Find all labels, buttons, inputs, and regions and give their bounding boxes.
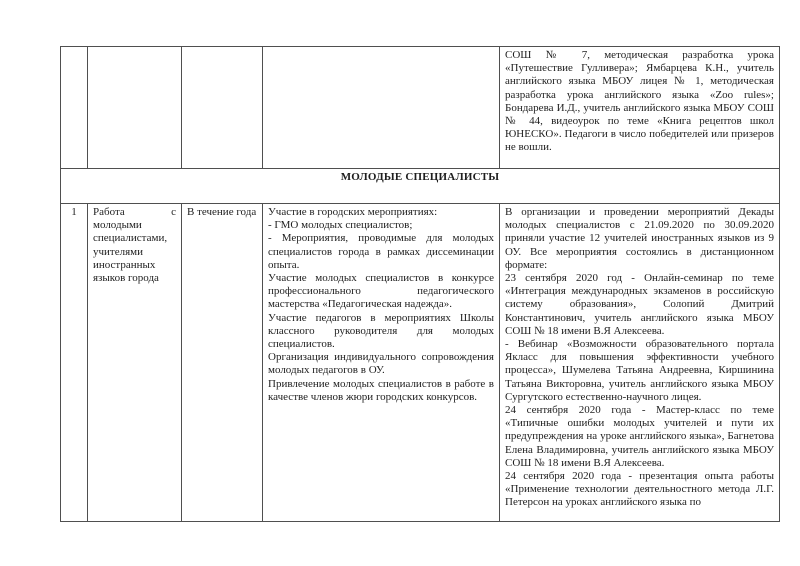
empty-number-cell — [61, 47, 88, 169]
paragraph: 23 сентября 2020 год - Онлайн-семинар по теме «Интеграция международных экзаменов в российскую систему образования», Солопий Дмитрий Константинович, учитель английского языка МБОУ СОШ № 18 имени В.Я Алексеева. — [505, 272, 774, 337]
paragraph: 24 сентября 2020 года - презентация опыта работы «Применение технологии деятельностного метода Л.Г. Петерсон на уроках английского языка по — [505, 470, 774, 509]
paragraph: - ГМО молодых специалистов; — [268, 219, 413, 232]
paragraph: - Вебинар «Возможности образовательного портала Якласс для повышения эффективности учебного процесса», Шумелева Татьяна Андреевна, Киршинина Татьяна Викторовна, учитель английского языка МБОУ Сургутского естественно-научного лицея. — [505, 338, 774, 403]
table-row — [61, 204, 780, 522]
paragraph: СОШ № 7, методическая разработка урока «Путешествие Гулливера»; Ямбарцева К.Н., учитель английского языка МБОУ лицея № 1, методическая разработка урока английского языка «Zoo rules»; Бондарева И.Д., учитель английского языка МБОУ СОШ № 44, видеоурок по теме «Книга рецептов школ ЮНЕСКО». Педагоги в число победителей или призеров не вошли. — [505, 49, 774, 154]
work-plan-table — [60, 46, 780, 522]
continuation-row — [61, 47, 780, 169]
paragraph: 24 сентября 2020 года - Мастер-класс по теме «Типичные ошибки молодых учителей и пути их предупреждения на уроке английского языка», Багнетова Елена Владимировна, учитель английского языка МБОУ СОШ № 18 имени В.Я Алексеева. — [505, 404, 774, 469]
paragraph: В организации и проведении мероприятий Декады молодых специалистов с 21.09.2020 по 30.09.2020 приняли участие 12 учителей иностранных языков из 9 ОУ. Все мероприятия состоялись в дистанционном формате: — [505, 206, 774, 271]
empty-content-cell — [263, 47, 500, 169]
empty-timeframe-cell — [182, 47, 263, 169]
paragraph: Участие педагогов в мероприятиях Школы классного руководителя для молодых специалистов. — [268, 311, 494, 351]
timeframe-cell — [182, 204, 263, 522]
row-number-cell: 1 — [61, 204, 88, 522]
paragraph: - Мероприятия, проводимые для молодых специалистов города в рамках диссеминации опыта. — [268, 232, 494, 271]
results-continuation-cell — [500, 47, 780, 169]
paragraph: Участие молодых специалистов в конкурсе профессионального педагогического мастерства «Педагогическая надежда». — [268, 272, 494, 311]
paragraph: В течение года — [187, 206, 257, 218]
paragraph: Участие в городских мероприятиях: — [268, 206, 438, 218]
paragraph: Привлечение молодых специалистов в работе в качестве членов жюри городских конкурсов. — [268, 377, 494, 403]
empty-activity-cell — [88, 47, 182, 169]
activity-cell — [88, 204, 182, 522]
planned-content-cell — [263, 204, 500, 522]
paragraph: Организация индивидуального сопровождения молодых педагогов в ОУ. — [268, 351, 494, 377]
results-cell — [500, 204, 780, 522]
section-title: МОЛОДЫЕ СПЕЦИАЛИСТЫ — [61, 169, 780, 204]
paragraph: Работа с молодыми специалистами, учителями иностранных языков города — [93, 206, 176, 285]
section-header-row — [61, 169, 780, 204]
